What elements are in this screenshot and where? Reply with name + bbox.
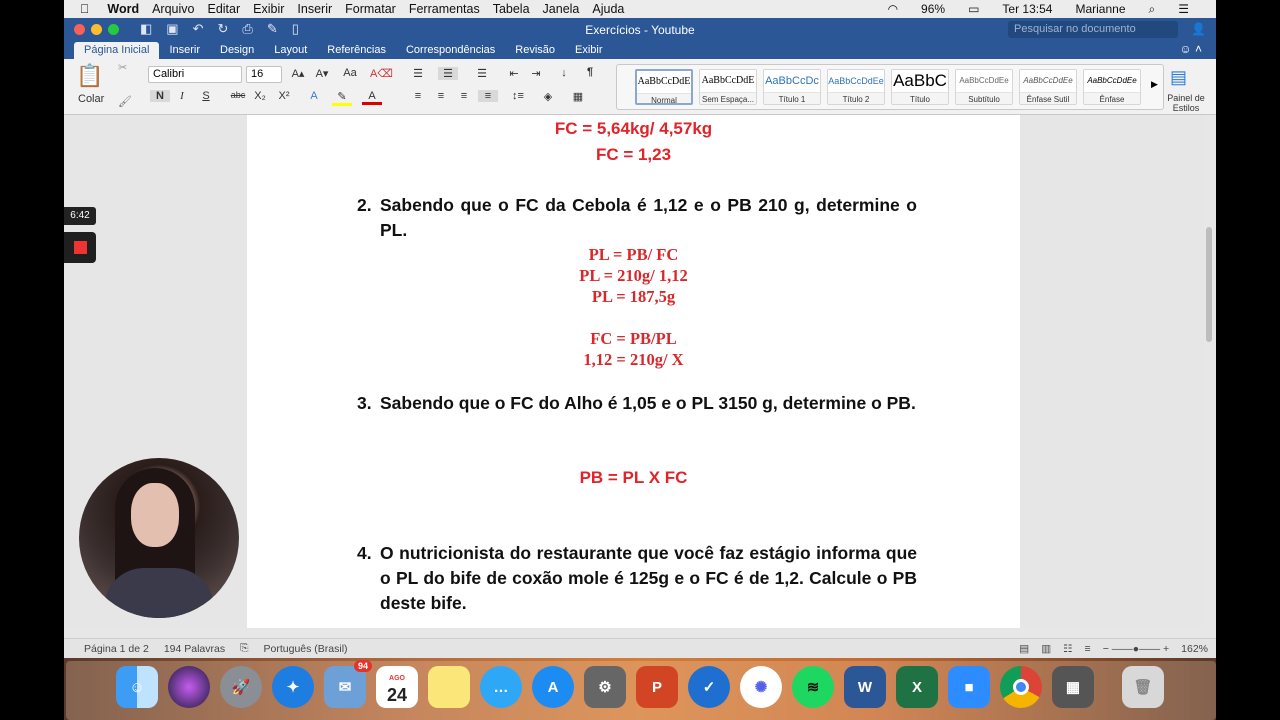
print-icon[interactable]: ⎙ <box>242 21 253 36</box>
increase-indent-icon[interactable]: ⇥ <box>531 68 541 80</box>
align-right-icon[interactable]: ≡ <box>460 90 468 102</box>
app-store-icon[interactable]: A <box>532 666 574 708</box>
italic-button[interactable]: I <box>180 90 184 102</box>
cut-icon[interactable]: ✂ <box>118 62 128 74</box>
powerpoint-icon[interactable]: P <box>636 666 678 708</box>
menu-arquivo[interactable]: Arquivo <box>142 2 186 16</box>
q3-formula: PB = PL X FC <box>579 468 688 487</box>
q2-line-1: PL = PB/ FC <box>588 245 679 264</box>
styles-pane-icon[interactable]: ▤ <box>1170 67 1188 87</box>
undo-icon[interactable]: ↶ <box>192 21 204 36</box>
style-normal[interactable]: AaBbCcDdE Normal <box>635 69 693 105</box>
style-subtitulo[interactable]: AaBbCcDdEe Subtítulo <box>955 69 1013 105</box>
underline-button[interactable]: S <box>202 90 210 102</box>
webcam-overlay <box>79 458 239 618</box>
bold-button[interactable]: N <box>150 90 170 102</box>
menu-formatar[interactable]: Formatar <box>335 2 387 16</box>
align-left-icon[interactable]: ≡ <box>414 90 422 102</box>
text-effects-icon[interactable]: A <box>310 90 318 102</box>
q2-line-4: FC = PB/PL <box>590 329 677 348</box>
style-titulo-1[interactable]: AaBbCcDc Título 1 <box>763 69 821 105</box>
strikethrough-button[interactable]: abc <box>230 90 246 100</box>
shrink-font-icon[interactable]: A▾ <box>315 68 329 80</box>
style-enfase[interactable]: AaBbCcDdEe Ênfase <box>1083 69 1141 105</box>
new-doc-icon[interactable]: ▯ <box>291 21 299 36</box>
search-document-input[interactable]: Pesquisar no documento <box>1008 21 1178 38</box>
superscript-icon[interactable]: X² <box>278 90 290 102</box>
spotify-icon[interactable]: ≋ <box>792 666 834 708</box>
show-marks-icon[interactable]: ¶ <box>586 66 594 78</box>
decrease-indent-icon[interactable]: ⇤ <box>509 68 519 80</box>
dock <box>64 658 1216 720</box>
stop-icon <box>74 241 87 254</box>
style-enfase-sutil[interactable]: AaBbCcDdEe Ênfase Sutil <box>1019 69 1077 105</box>
style-titulo[interactable]: AaBbC Título <box>891 69 949 105</box>
launchpad-icon[interactable]: 🚀 <box>220 666 262 708</box>
safari-icon[interactable]: ✦ <box>272 666 314 708</box>
calendar-icon[interactable]: AGO 24 <box>376 666 418 708</box>
paste-icon[interactable]: 📋 <box>76 63 104 88</box>
status-bar <box>64 638 1216 658</box>
save-icon[interactable]: ▣ <box>166 21 179 36</box>
chrome-icon[interactable] <box>1000 666 1042 708</box>
scrollbar-thumb[interactable] <box>1206 227 1212 342</box>
battery-percent[interactable]: 96% <box>921 2 946 16</box>
change-case-icon[interactable]: Aa <box>343 67 357 79</box>
multilevel-list-icon[interactable]: ☰ <box>477 68 487 80</box>
q2-line-3: PL = 187,5g <box>591 287 676 306</box>
battery-icon[interactable]: ▭ <box>968 2 980 16</box>
tab-layout[interactable]: Layout <box>274 44 308 56</box>
word-count[interactable]: 194 Palavras <box>163 642 226 655</box>
clear-format-icon[interactable]: A⌫ <box>370 68 393 80</box>
outline-view-icon[interactable]: ☷ <box>1063 643 1073 655</box>
word-icon[interactable]: W <box>844 666 886 708</box>
excel-icon[interactable]: X <box>896 666 938 708</box>
zoom-level[interactable]: 162% <box>1181 643 1208 655</box>
menu-exibir[interactable]: Exibir <box>243 2 276 16</box>
menu-editar[interactable]: Editar <box>198 2 231 16</box>
proofing-icon[interactable]: ⎘ <box>240 642 249 654</box>
menu-tabela[interactable]: Tabela <box>483 2 521 16</box>
tab-revisao[interactable]: Revisão <box>515 44 556 56</box>
system-preferences-icon[interactable]: ⚙ <box>584 666 626 708</box>
tab-inserir[interactable]: Inserir <box>169 44 200 56</box>
wifi-icon[interactable]: ◠ <box>887 2 899 16</box>
recording-timer: 6:42 <box>64 207 96 225</box>
q1-line-1: FC = 5,64kg/ 4,57kg <box>554 119 713 138</box>
ribbon <box>64 59 1216 115</box>
feedback-smiley-icon[interactable]: ☺ ˄ <box>1179 42 1202 56</box>
draft-view-icon[interactable]: ≡ <box>1084 643 1091 655</box>
sidebar-icon[interactable]: ◧ <box>140 21 153 36</box>
vertical-scrollbar[interactable] <box>1206 115 1214 628</box>
trash-icon[interactable]: 🗑 <box>1122 666 1164 708</box>
page-count[interactable]: Página 1 de 2 <box>84 642 149 655</box>
justify-icon[interactable]: ≡ <box>478 90 498 102</box>
ribbon-tabs <box>64 41 1216 59</box>
font-size-select[interactable]: 16 <box>246 66 282 83</box>
zoom-slider[interactable]: − ——●—— + <box>1102 643 1170 655</box>
spotlight-icon[interactable]: ⌕ <box>1148 1 1156 16</box>
print-layout-icon[interactable]: ▤ <box>1019 643 1030 655</box>
document-title: Exercícios - Youtube <box>585 23 695 37</box>
styles-pane-button[interactable]: Painel de Estilos <box>1167 93 1205 113</box>
share-icon[interactable]: 👤 <box>1191 22 1206 36</box>
finder-icon[interactable]: ☺ <box>116 666 158 708</box>
grow-font-icon[interactable]: A▴ <box>291 68 305 80</box>
siri-icon[interactable] <box>168 666 210 708</box>
apple-icon[interactable] <box>80 2 89 16</box>
style-titulo-2[interactable]: AaBbCcDdEe Título 2 <box>827 69 885 105</box>
shading-icon[interactable]: ◈ <box>543 91 553 103</box>
tab-pagina-inicial[interactable]: Página Inicial <box>74 42 159 59</box>
notification-center-icon[interactable]: ☰ <box>1178 2 1189 16</box>
font-color-icon[interactable]: A <box>362 90 382 105</box>
styles-more-icon[interactable]: ▶ <box>1151 79 1158 89</box>
q2-line-2: PL = 210g/ 1,12 <box>579 266 688 285</box>
edit-icon[interactable]: ✎ <box>266 21 278 36</box>
q1-line-2: FC = 1,23 <box>595 145 672 164</box>
menu-ajuda[interactable]: Ajuda <box>583 2 615 16</box>
menu-janela[interactable]: Janela <box>533 2 571 16</box>
subscript-icon[interactable]: X₂ <box>254 90 266 102</box>
asterisk-app-icon[interactable]: ✺ <box>740 666 782 708</box>
borders-icon[interactable]: ▦ <box>572 91 584 103</box>
numbering-icon[interactable]: ☰ <box>438 67 458 80</box>
stop-recording-button[interactable] <box>64 232 96 263</box>
style-sem-espacamento[interactable]: AaBbCcDdE Sem Espaça... <box>699 69 757 105</box>
sort-icon[interactable]: ↓ <box>561 67 567 79</box>
redo-icon[interactable]: ↻ <box>217 21 229 36</box>
format-painter-icon[interactable]: 🖌 <box>118 96 132 108</box>
tab-referencias[interactable]: Referências <box>327 44 386 56</box>
user-name[interactable]: Marianne <box>1075 2 1126 16</box>
checkmark-app-icon[interactable]: ✓ <box>688 666 730 708</box>
question-3: 3. Sabendo que o FC do Alho é 1,05 e o PL 3150 g, determine o PB. <box>357 393 916 413</box>
question-2: 2. Sabendo que o FC da Cebola é 1,12 e o PB 210 g, determine o PL. <box>357 195 917 240</box>
styles-gallery <box>616 64 1164 110</box>
font-name-select[interactable]: Calibri <box>148 66 242 83</box>
menu-inserir[interactable]: Inserir <box>288 2 323 16</box>
tab-exibir[interactable]: Exibir <box>575 44 603 56</box>
screen <box>64 0 1216 720</box>
bullets-icon[interactable]: ☰ <box>413 68 423 80</box>
line-spacing-icon[interactable]: ↕≡ <box>512 90 524 102</box>
question-4: 4. O nutricionista do restaurante que você faz estágio informa que o PL do bife de coxão mole é 125g e o FC é de 1,2. Calcule o PB deste bife. <box>357 543 917 613</box>
tab-correspondencias[interactable]: Correspondências <box>405 44 496 56</box>
mail-icon[interactable]: ✉ 94 <box>324 666 366 708</box>
highlight-icon[interactable]: ✎ <box>332 90 352 106</box>
language[interactable]: Português (Brasil) <box>263 642 348 655</box>
clock[interactable]: Ter 13:54 <box>1002 2 1053 16</box>
notes-icon[interactable] <box>428 666 470 708</box>
web-layout-icon[interactable]: ▥ <box>1041 643 1052 655</box>
menu-app[interactable]: Word <box>98 2 130 16</box>
title-bar <box>64 18 1216 41</box>
document-page[interactable] <box>247 115 1020 628</box>
tab-design[interactable]: Design <box>220 44 255 56</box>
menu-bar <box>64 0 1216 18</box>
messages-icon[interactable]: … <box>480 666 522 708</box>
calculator-icon[interactable]: ▦ <box>1052 666 1094 708</box>
mail-badge: 94 <box>354 660 372 672</box>
q2-line-5: 1,12 = 210g/ X <box>583 350 684 369</box>
align-center-icon[interactable]: ≡ <box>437 90 445 102</box>
paste-label[interactable]: Colar <box>78 93 105 105</box>
zoom-app-icon[interactable]: ■ <box>948 666 990 708</box>
menu-ferramentas[interactable]: Ferramentas <box>399 2 471 16</box>
